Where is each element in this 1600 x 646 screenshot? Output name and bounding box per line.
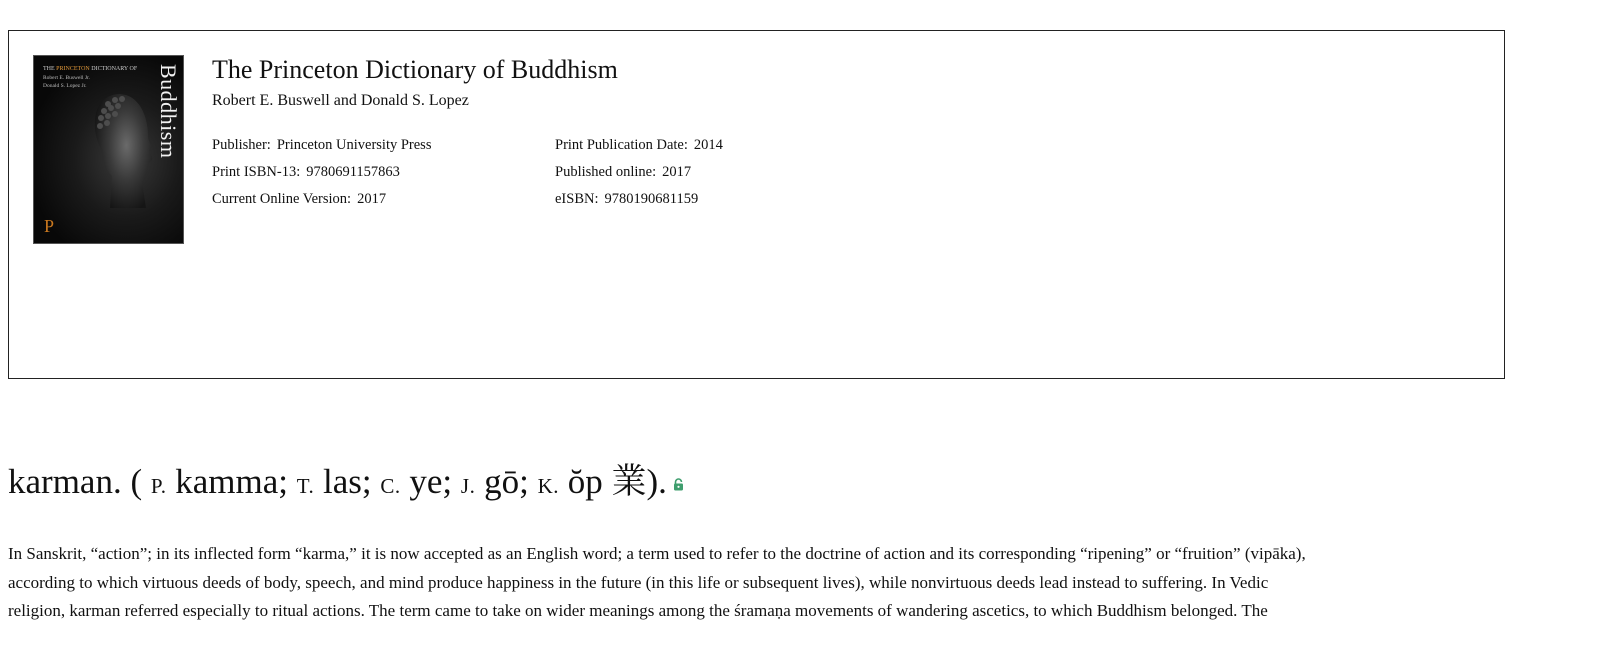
body-line-2: according to which virtuous deeds of body, speech, and mind produce happiness in the future (in this life or subsequent lives), while nonvirtuous deeds lead instead to suffering. In Vedic [8, 572, 1269, 592]
book-authors: Robert E. Buswell and Donald S. Lopez [212, 92, 469, 109]
korean-abbr: K. [537, 474, 559, 498]
book-info-panel [8, 30, 1505, 379]
headword-term: karman. [8, 462, 122, 501]
meta-right-column [555, 132, 723, 213]
published-online-row [555, 159, 723, 186]
chinese-term: ye; [400, 462, 453, 501]
japanese-term: gō; [475, 462, 529, 501]
publisher-value: Princeton University Press [276, 137, 432, 153]
pali-term: kamma; [166, 462, 288, 501]
eisbn-row [555, 186, 723, 213]
published-online-label: Published online: [555, 164, 657, 180]
publisher-row [212, 132, 431, 159]
korean-term: ŏp 業). [558, 462, 667, 501]
open-access-lock-icon [673, 458, 684, 471]
publisher-label: Publisher: [212, 137, 271, 153]
tibetan-abbr: T. [296, 474, 315, 498]
print-date-value: 2014 [693, 137, 723, 153]
online-version-row [212, 186, 431, 213]
entry-body [8, 540, 1508, 626]
print-date-row [555, 132, 723, 159]
chinese-abbr: C. [380, 474, 401, 498]
cover-series-prefix: THE [43, 66, 57, 72]
eisbn-label: eISBN: [555, 191, 599, 207]
cover-series-accent: PRINCETON [56, 66, 90, 72]
online-version-label: Current Online Version: [212, 191, 352, 207]
body-line-3: religion, karman referred especially to ritual actions. The term came to take on wider meanings among the śramaṇa movements of wandering ascetics, to which Buddhism belonged. The [8, 601, 1268, 620]
book-title[interactable]: The Princeton Dictionary of Buddhism [212, 55, 618, 84]
cover-author-1: Robert E. Buswell Jr. [43, 75, 90, 81]
published-online-value: 2017 [662, 164, 692, 180]
buddha-head-icon [86, 90, 154, 208]
print-isbn-value: 9780691157863 [306, 164, 400, 180]
cover-title: Buddhism [156, 64, 181, 159]
cover-author-2: Donald S. Lopez Jr. [43, 83, 87, 89]
meta-left-column [212, 132, 431, 213]
book-cover-image[interactable] [33, 55, 184, 244]
publisher-logo: P [44, 216, 55, 236]
pali-abbr: P. [150, 474, 167, 498]
print-date-label: Print Publication Date: [555, 137, 688, 153]
cover-series-text [43, 65, 137, 90]
online-version-value: 2017 [357, 191, 387, 207]
body-line-1: In Sanskrit, “action”; in its inflected form “karma,” it is now accepted as an English word; a term used to refer to the doctrine of action and its corresponding “ripening” or “fruition” (vipāka), [8, 544, 1306, 563]
tibetan-term: las; [314, 462, 372, 501]
eisbn-value: 9780190681159 [604, 191, 699, 207]
headword-open-paren: ( [130, 462, 143, 501]
japanese-abbr: J. [460, 474, 476, 498]
entry-headword [8, 458, 684, 508]
print-isbn-row [212, 159, 431, 186]
cover-series-suffix: DICTIONARY OF [89, 66, 138, 72]
print-isbn-label: Print ISBN-13: [212, 164, 301, 180]
